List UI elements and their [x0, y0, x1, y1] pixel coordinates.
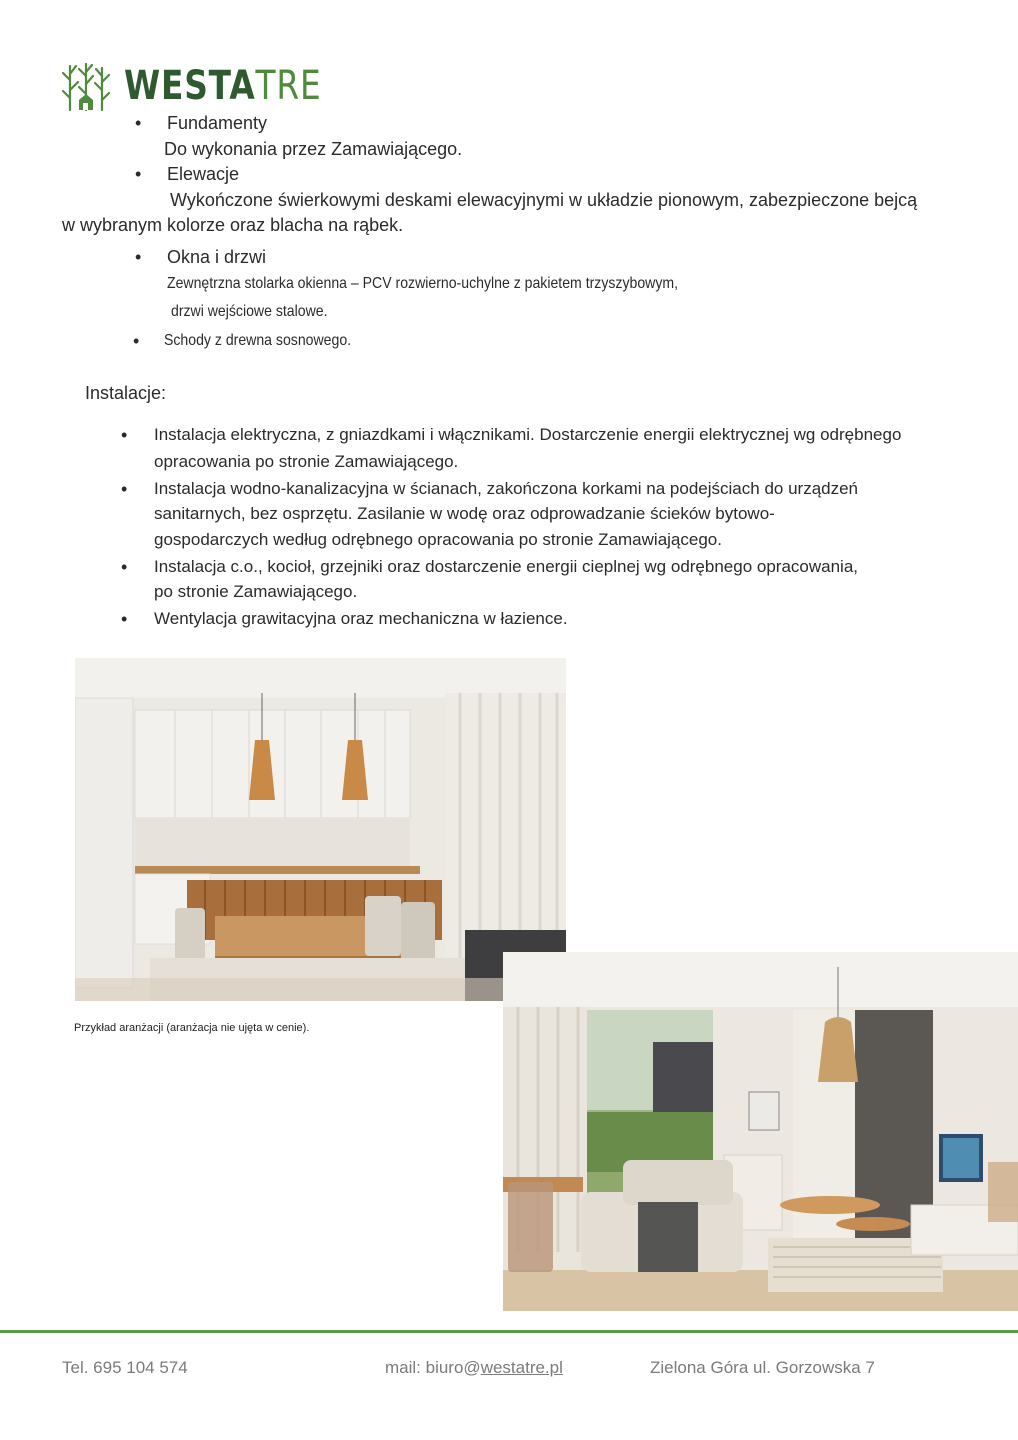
item-elewacje-desc-1: Wykończone świerkowymi deskami elewacyjnymi w układzie pionowym, zabezpieczone bejcą [170, 190, 918, 210]
item-okna-desc-2: drzwi wejściowe stalowe. [171, 303, 328, 320]
instalacje-item-1-line-1: Instalacja elektryczna, z gniazdkami i włącznikami. Dostarczenie energii elektrycznej wg odrębnego [154, 425, 902, 444]
bullet: • [133, 331, 140, 351]
logo-light-text: TRE [255, 63, 322, 109]
instalacje-item-2-line-2: sanitarnych, bez osprzętu. Zasilanie w wodę oraz odprowadzanie ścieków bytowo- [154, 504, 775, 523]
instalacje-item-3-line-1: Instalacja c.o., kocioł, grzejniki oraz dostarczenie energii cieplnej wg odrębnego opracowania, [154, 557, 859, 576]
logo-tree-icon [60, 60, 112, 112]
logo-bold-text: WESTA [124, 63, 256, 109]
instalacje-item-2-line-3: gospodarczych według odrębnego opracowania po stronie Zamawiającego. [154, 530, 722, 549]
bullet: • [121, 425, 128, 445]
bullet: • [135, 113, 142, 133]
item-fundamenty-desc: Do wykonania przez Zamawiającego. [164, 139, 463, 159]
footer-email-prefix: mail: biuro@ [385, 1358, 481, 1377]
bullet: • [121, 609, 128, 629]
item-okna: Okna i drzwi [167, 247, 267, 267]
kitchen-photo [75, 658, 566, 1001]
item-fundamenty: Fundamenty [167, 113, 268, 133]
instalacje-item-2-line-1: Instalacja wodno-kanalizacyjna w ścianach, zakończona korkami na podejściach do urządzeń [154, 479, 859, 498]
footer-email [385, 1357, 563, 1379]
item-okna-desc-1: Zewnętrzna stolarka okienna – PCV rozwierno-uchylne z pakietem trzyszybowym, [167, 275, 679, 292]
bullet: • [121, 557, 128, 577]
living-room-photo [503, 952, 1018, 1311]
footer-divider [0, 1330, 1018, 1333]
bullet: • [135, 247, 142, 267]
bullet: • [135, 164, 142, 184]
footer-email-link[interactable]: westatre.pl [480, 1358, 563, 1377]
item-elewacje: Elewacje [167, 164, 240, 184]
instalacje-heading: Instalacje: [85, 383, 167, 403]
instalacje-item-1-line-2: opracowania po stronie Zamawiającego. [154, 452, 459, 471]
photo-caption: Przykład aranżacji (aranżacja nie ujęta w cenie). [74, 1022, 310, 1034]
item-elewacje-desc-2: w wybranym kolorze oraz blacha na rąbek. [62, 215, 404, 235]
instalacje-item-3-line-2: po stronie Zamawiającego. [154, 582, 358, 601]
bullet: • [121, 479, 128, 499]
item-schody: Schody z drewna sosnowego. [164, 332, 352, 349]
instalacje-item-4-line-1: Wentylacja grawitacyjna oraz mechaniczna w łazience. [154, 609, 568, 628]
footer-address: Zielona Góra ul. Gorzowska 7 [650, 1358, 875, 1377]
footer-phone: Tel. 695 104 574 [62, 1358, 188, 1377]
logo-wordmark [124, 60, 322, 112]
